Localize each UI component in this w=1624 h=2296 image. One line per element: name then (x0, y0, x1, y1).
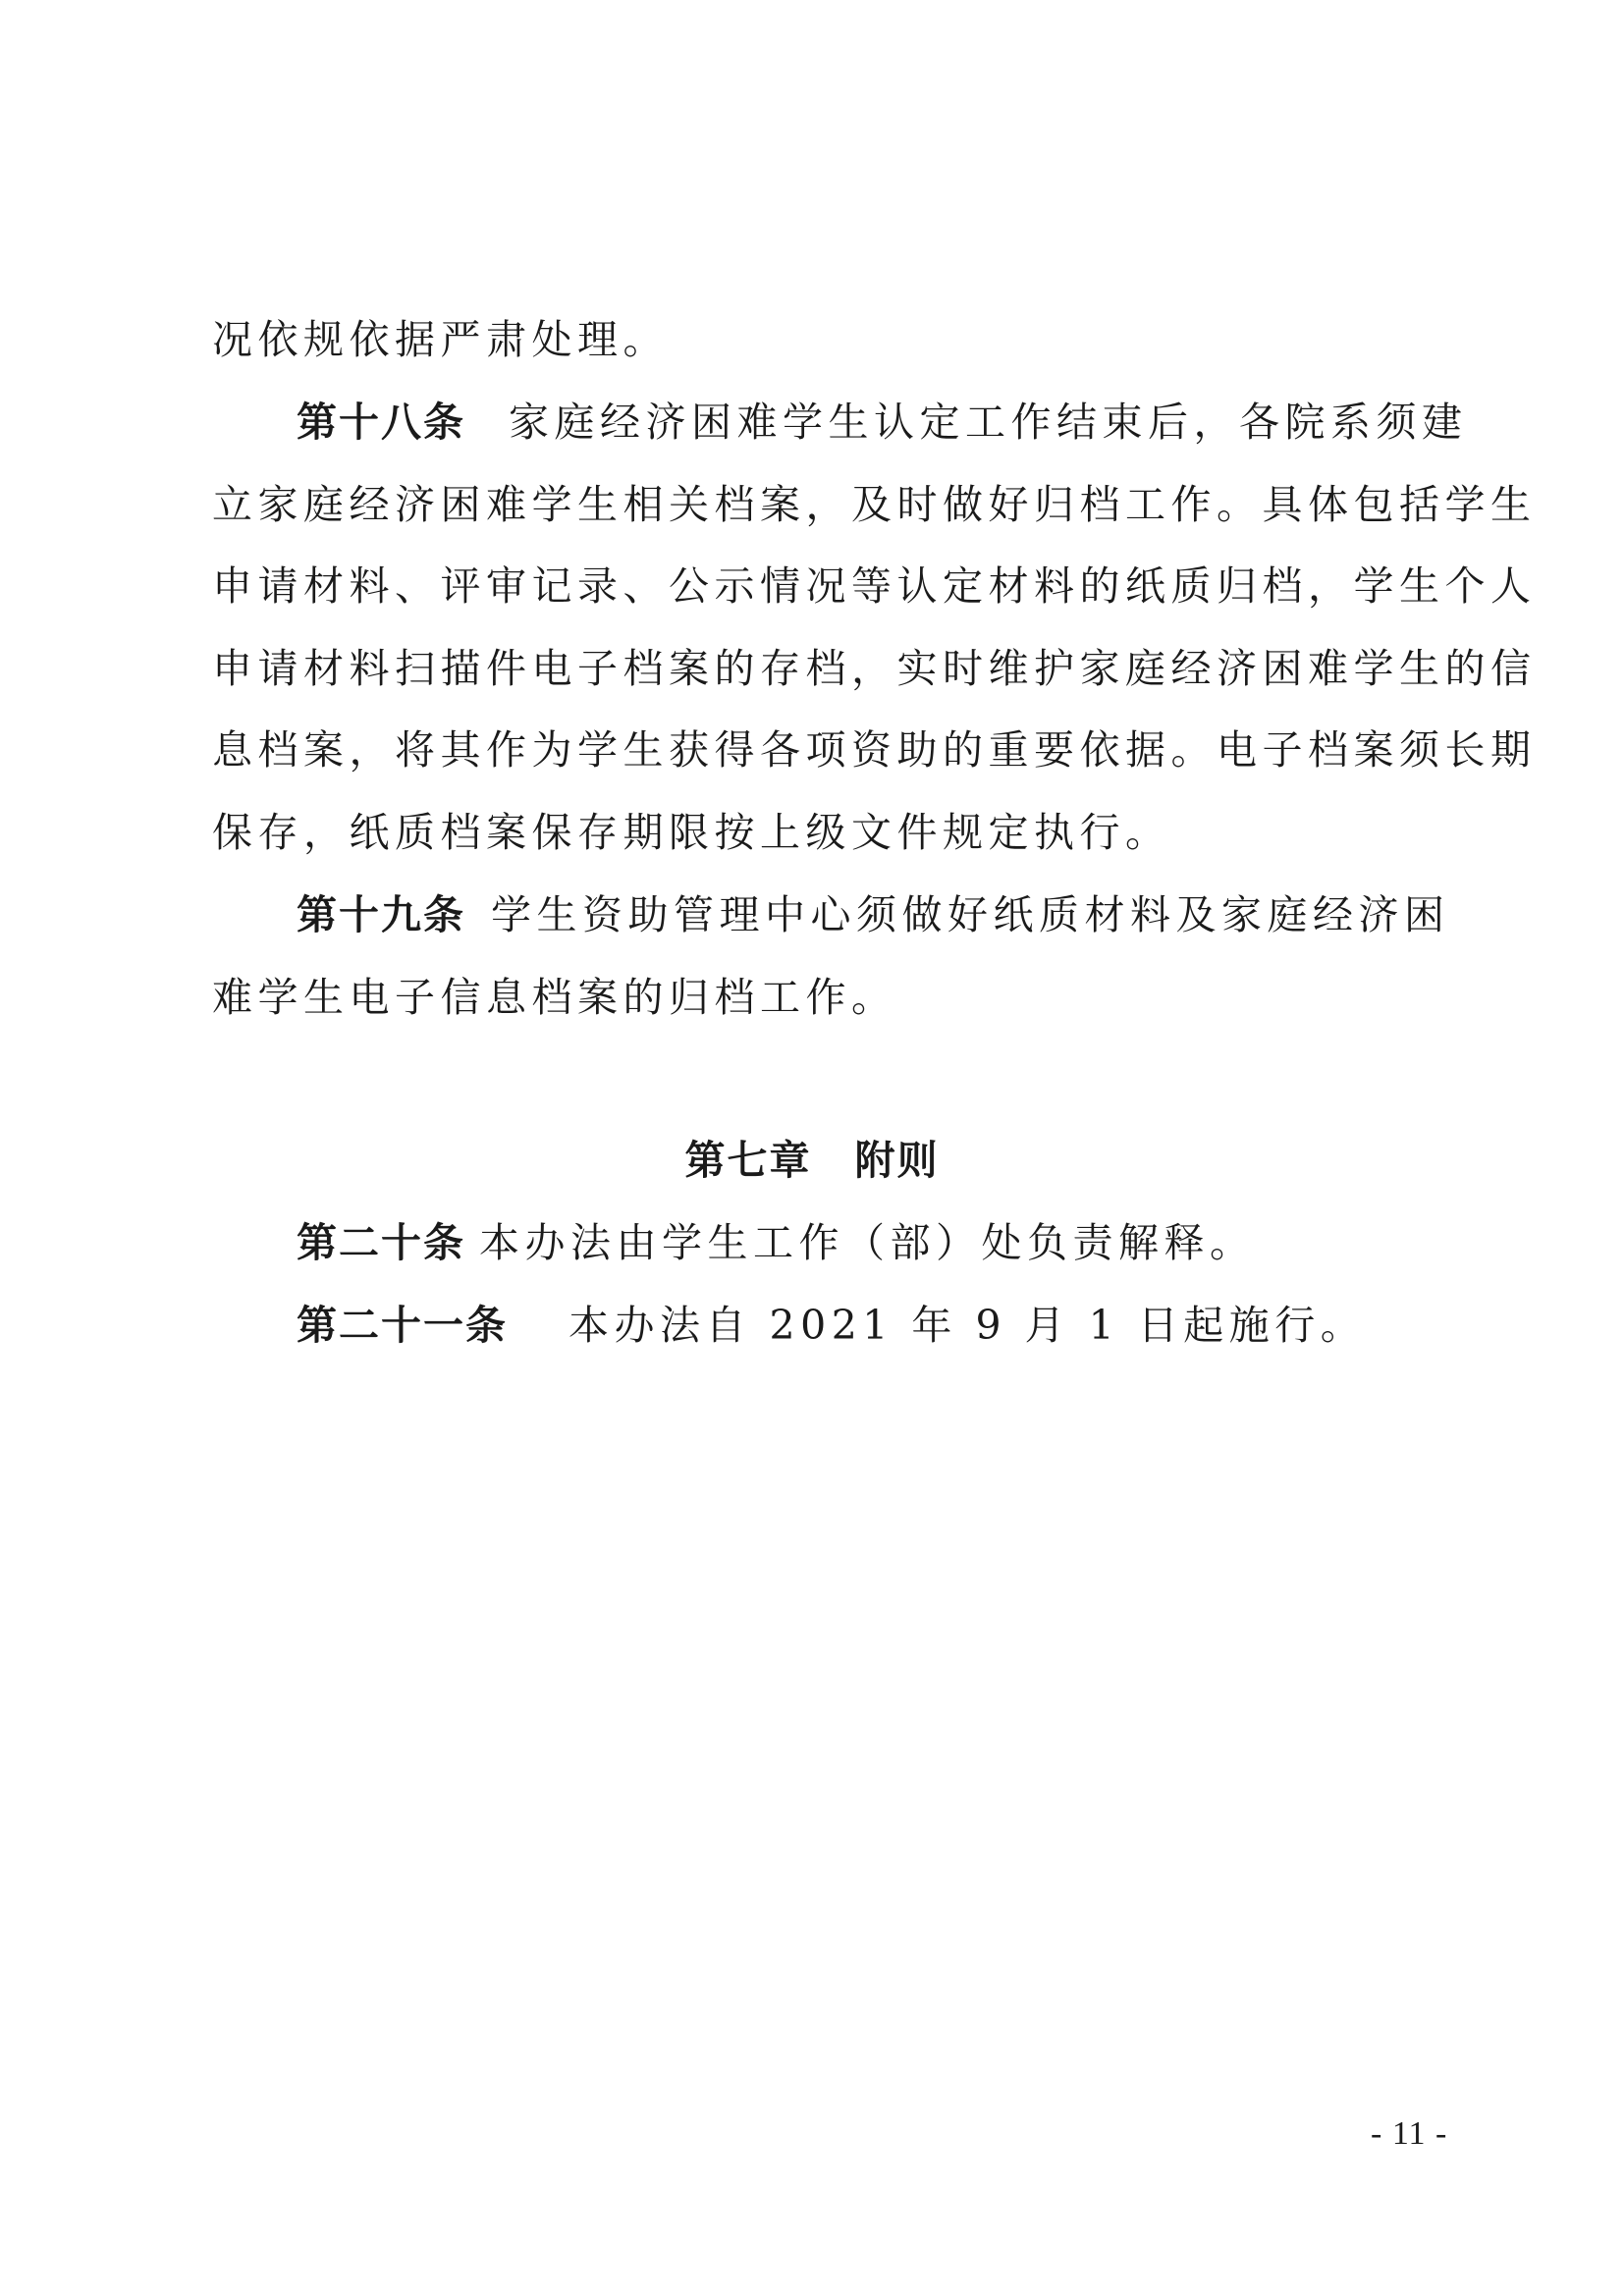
article-21-title: 第二十一条 (297, 1302, 508, 1349)
article-18-line-4 (212, 641, 1537, 696)
article-19-line-2 (212, 970, 897, 1025)
article-18-text: 立家庭经济困难学生相关档案，及时做好归档工作。具体包括学生 (212, 481, 1537, 528)
article-19-line-1 (297, 887, 1450, 942)
page-number: - 11 - (1371, 2115, 1448, 2152)
chapter-title: 附则 (854, 1137, 940, 1184)
article-18-line-3 (212, 559, 1537, 614)
article-19-title: 第十九条 (297, 891, 465, 938)
article-18-line-5 (212, 722, 1537, 777)
article-18-text: 息档案，将其作为学生获得各项资助的重要依据。电子档案须长期 (212, 726, 1537, 774)
article-18-text: 申请材料、评审记录、公示情况等认定材料的纸质归档，学生个人 (212, 562, 1537, 610)
chapter-heading (0, 1133, 1624, 1188)
article-21-line (297, 1298, 1366, 1353)
article-19-text: 学生资助管理中心须做好纸质材料及家庭经济困 (491, 891, 1450, 938)
article-18-text: 保存，纸质档案保存期限按上级文件规定执行。 (212, 809, 1171, 856)
chapter-number: 第七章 (684, 1137, 812, 1184)
article-20-title: 第二十条 (297, 1219, 465, 1266)
paragraph-continuation (212, 312, 669, 367)
article-18-title: 第十八条 (297, 399, 465, 446)
article-18-line-2 (212, 477, 1537, 532)
article-18-text: 家庭经济困难学生认定工作结束后，各院系须建 (509, 399, 1468, 446)
paragraph-text: 况依规依据严肃处理。 (212, 316, 669, 363)
article-18-line-1 (297, 395, 1468, 450)
article-20-line (297, 1215, 1256, 1270)
article-18-text: 申请材料扫描件电子档案的存档，实时维护家庭经济困难学生的信 (212, 645, 1537, 692)
article-20-text: 本办法由学生工作（部）处负责解释。 (479, 1219, 1256, 1266)
article-21-text: 本办法自 2021 年 9 月 1 日起施行。 (568, 1302, 1367, 1349)
article-18-line-6 (212, 805, 1171, 860)
article-19-text: 难学生电子信息档案的归档工作。 (212, 974, 897, 1021)
